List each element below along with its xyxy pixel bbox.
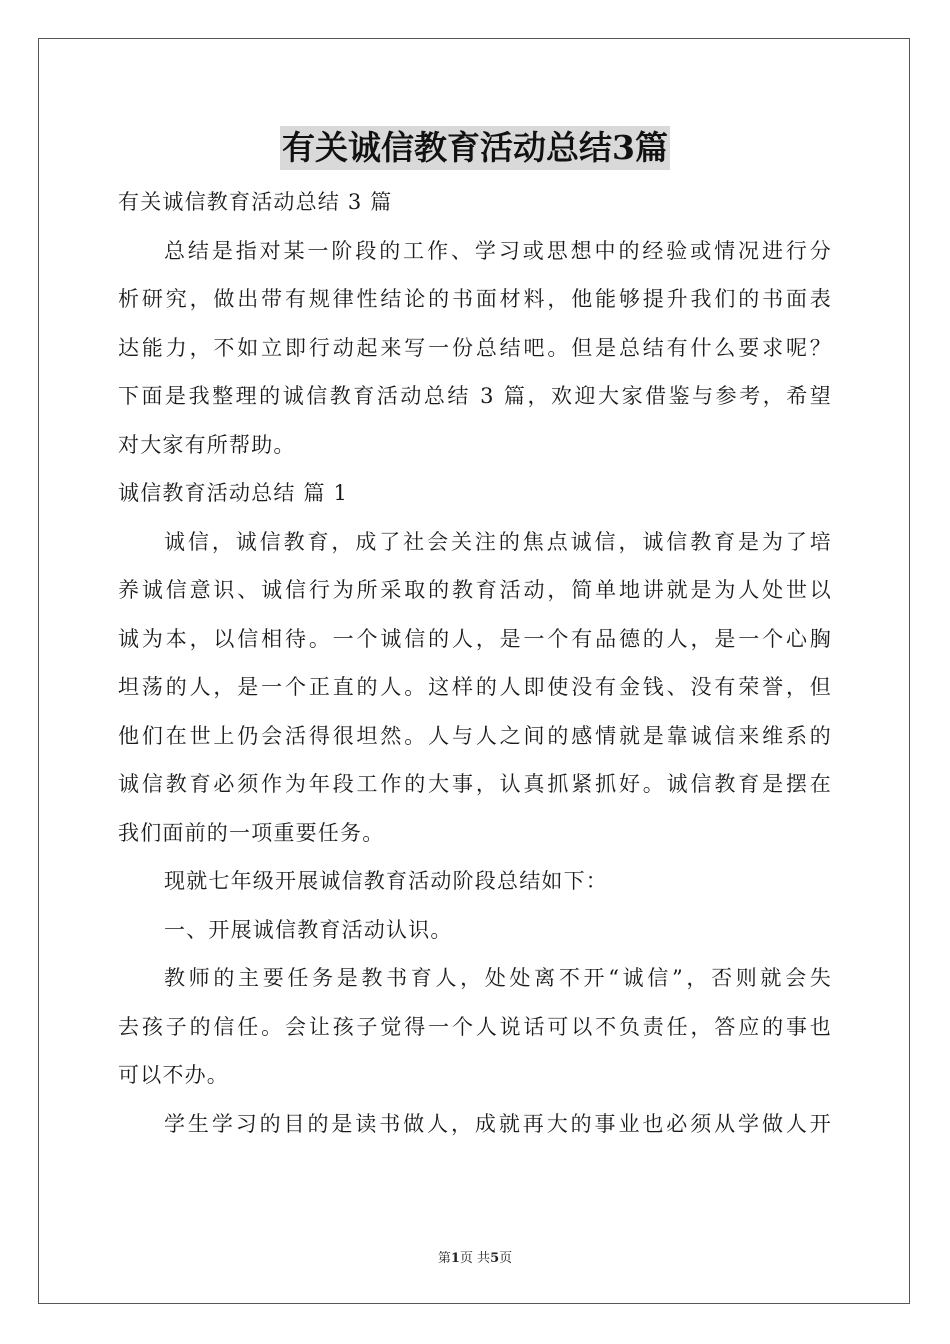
- paragraph-line: 下面是我整理的诚信教育活动总结 3 篇，欢迎大家借鉴与参考，希望: [118, 384, 832, 408]
- paragraph-line: 养诚信意识、诚信行为所采取的教育活动，简单地讲就是为人处世以: [118, 578, 832, 602]
- paragraph-line: 对大家有所帮助。: [118, 432, 296, 457]
- document-title: 有关诚信教育活动总结3篇: [280, 126, 670, 170]
- page-number-prefix: 第: [437, 1251, 451, 1266]
- paragraph-line: 一、开展诚信教育活动认识。: [164, 917, 453, 942]
- paragraph-line: 可以不办。: [118, 1063, 229, 1087]
- paragraph-line: 教师的主要任务是教书育人，处处离不开“诚信”，否则就会失: [164, 966, 832, 990]
- paragraph-line: 现就七年级开展诚信教育活动阶段总结如下：: [164, 869, 608, 893]
- paragraph-line: 去孩子的信任。会让孩子觉得一个人说话可以不负责任，答应的事也: [118, 1014, 832, 1039]
- paragraph-line: 诚信教育必须作为年段工作的大事，认真抓紧抓好。诚信教育是摆在: [118, 772, 832, 796]
- paragraph-line: 达能力，不如立即行动起来写一份总结吧。但是总结有什么要求呢？: [118, 335, 832, 360]
- page-number-total: 5: [490, 1251, 500, 1266]
- section-heading: 诚信教育活动总结 篇 1: [118, 481, 349, 505]
- paragraph-line: 我们面前的一项重要任务。: [118, 820, 385, 845]
- page-number-mid: 页 共: [459, 1251, 491, 1266]
- paragraph-line: 析研究，做出带有规律性结论的书面材料，他能够提升我们的书面表: [118, 287, 832, 311]
- page-number-suffix: 页: [499, 1251, 513, 1266]
- page-footer: [0, 1247, 950, 1266]
- paragraph-line: 诚信，诚信教育，成了社会关注的焦点诚信，诚信教育是为了培: [164, 529, 832, 554]
- paragraph-line: 他们在世上仍会活得很坦然。人与人之间的感情就是靠诚信来维系的: [118, 723, 832, 748]
- page-number-current: 1: [450, 1251, 460, 1266]
- document-body: [118, 178, 832, 1148]
- title-container: [0, 126, 950, 170]
- paragraph-line: 总结是指对某一阶段的工作、学习或思想中的经验或情况进行分: [164, 238, 832, 263]
- paragraph-line: 坦荡的人，是一个正直的人。这样的人即使没有金钱、没有荣誉，但: [118, 675, 832, 699]
- paragraph-line: 诚为本，以信相待。一个诚信的人，是一个有品德的人，是一个心胸: [118, 626, 832, 651]
- subtitle-line: 有关诚信教育活动总结 3 篇: [118, 190, 393, 214]
- paragraph-line: 学生学习的目的是读书做人，成就再大的事业也必须从学做人开: [164, 1111, 832, 1136]
